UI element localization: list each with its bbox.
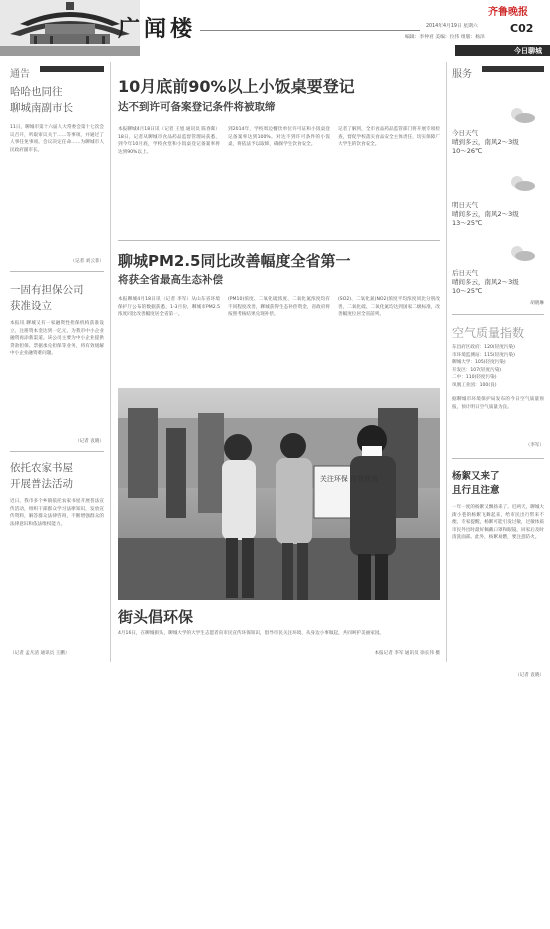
weather-dayafter-temp: 10～25℃ bbox=[452, 287, 483, 295]
story3-title-line2: 开展普法活动 bbox=[10, 478, 73, 490]
story1-title-line1: 哈哈也同往 bbox=[10, 86, 63, 98]
sun-cloud-icon bbox=[508, 244, 536, 262]
photo-caption-body: 4月16日，在聊城街头，聊城大学的大学生志愿者向市民宣传环保知识，倡导市民关注环境，从身边小事做起，共同呵护美丽家园。 bbox=[118, 631, 385, 636]
pm25-story bbox=[118, 250, 440, 380]
story3-title bbox=[10, 460, 104, 492]
sun-cloud-icon bbox=[508, 106, 536, 124]
photo-caption-title: 街头倡环保 bbox=[118, 608, 194, 626]
notice-header-bar bbox=[40, 66, 104, 72]
weather-credit: 胡晓琳 bbox=[530, 301, 544, 306]
notice-label: 通告 bbox=[10, 69, 30, 80]
aqi-line: 聊城大学：105(轻度污染) bbox=[452, 360, 506, 366]
pm25-body-col2: (PM10)浓度、二氧化硫浓度、二氧化氮浓度均有不同程度改善，聊城获得生态补偿资金，省政府将按照考核结果兑现补偿。 bbox=[228, 297, 330, 318]
lead-body-col3: 记者了解到，全市食品药品监管部门将开展专项检查，督促学校落实食品安全主体责任，切实保障广大学生的饮食安全。 bbox=[338, 127, 440, 148]
masthead bbox=[0, 0, 550, 56]
lead-subhead: 达不到许可备案登记条件将被取缔 bbox=[118, 101, 276, 113]
weather-dayafter-day: 后日天气 bbox=[452, 269, 478, 277]
pm25-subhead: 将获全省最高生态补偿 bbox=[118, 274, 223, 286]
aqi-line: 二中：110(轻度污染) bbox=[452, 375, 497, 381]
edition-number: C02 bbox=[510, 22, 534, 35]
divider bbox=[10, 451, 104, 452]
left-column bbox=[10, 62, 104, 902]
pm25-body-col1: 本报聊城4月18日讯（记者 李军）从山东省环境保护厅公布的数据获悉，1-3月份，聊城市PM2.5浓度同比改善幅度居全省第一。 bbox=[118, 297, 220, 318]
column-separator bbox=[110, 62, 111, 662]
aqi-title: 空气质量指数 bbox=[452, 326, 525, 340]
lead-story bbox=[118, 74, 440, 234]
story1-body: 11日，聊城市第十六届人大常委会第十七次会议召开，听取审议关于……等事项，并通过了人事任免事项。会议决定任命……为聊城市人民政府副市长。 bbox=[10, 125, 104, 153]
story2-body: 本报讯 聊城又有一家融资性担保机构获准设立，注册资本金达到一亿元，为我市中小企业融资再添新渠道。该公司主要为中小企业提供贷款担保、票据承兑担保等业务，将有效缓解中小企业融资难问题。 bbox=[10, 321, 104, 357]
weather-dayafter-desc: 晴间多云，南风2～3级 bbox=[452, 278, 519, 286]
edition-bar bbox=[455, 45, 550, 56]
column-title bbox=[452, 470, 544, 498]
lead-body-col1: 本报聊城4月18日讯（记者 王旭 通讯员 陈春晖）18日，记者从聊城市食品药品监督管理局获悉，到今年10月底，学校食堂和小饭桌登记备案率将达到90%以上。 bbox=[118, 127, 220, 155]
lead-body-col2: 到2014年，学校周边餐饮单位许可证和小饭桌登记备案率达到100%。对达不到许可条件的小饭桌，将依法予以取缔，确保学生饮食安全。 bbox=[228, 127, 330, 148]
right-column bbox=[452, 62, 544, 702]
weather-today-day: 今日天气 bbox=[452, 129, 478, 137]
sun-cloud-icon bbox=[508, 174, 536, 192]
aqi-line: 开发区：107(轻度污染) bbox=[452, 367, 502, 373]
column-byline: （记者 袁晓） bbox=[514, 673, 544, 678]
masthead-rule bbox=[200, 30, 420, 31]
divider bbox=[452, 458, 544, 459]
story1-title bbox=[10, 84, 104, 116]
story1-byline: （记者 刘云菲） bbox=[70, 259, 104, 264]
story2-byline: （记者 袁晓） bbox=[74, 439, 104, 444]
divider bbox=[452, 314, 544, 315]
aqi-credit: （李军） bbox=[525, 443, 544, 448]
lead-headline: 10月底前90%以上小饭桌要登记 bbox=[118, 77, 355, 96]
story2-title-line2: 获准设立 bbox=[10, 300, 52, 312]
column-separator bbox=[446, 62, 447, 662]
section-title: 广闻楼 bbox=[118, 16, 197, 42]
story3-title-line1: 依托农家书屋 bbox=[10, 462, 73, 474]
column-title-line2: 且行且注意 bbox=[452, 485, 500, 496]
aqi-list bbox=[452, 344, 544, 390]
divider bbox=[118, 240, 440, 241]
weather-today-temp: 10～26℃ bbox=[452, 147, 483, 155]
service-header bbox=[452, 62, 544, 80]
story3-byline: （记者 孟凡清 通讯员 王鹏） bbox=[10, 651, 70, 656]
story2-title bbox=[10, 282, 104, 314]
pm25-headline: 聊城PM2.5同比改善幅度全省第一 bbox=[118, 252, 351, 270]
editors-line: 编辑：李仲君 美编：位伟 组版：杨泽 bbox=[405, 35, 485, 40]
date-line: 2014年4月19日 星期六 bbox=[426, 24, 478, 29]
street-photo bbox=[118, 388, 440, 600]
pm25-body-col3: (SO2)、二氧化氮(NO2)浓度平均浓度同比分别改善，二氧化硫、二氧化氮均达到国家二级标准，改善幅度位居全省前列。 bbox=[338, 297, 440, 318]
photo-caption-credit: 本报记者 李军 通讯员 徐长伟 摄 bbox=[374, 651, 440, 656]
weather-tomorrow-day: 明日天气 bbox=[452, 201, 478, 209]
sign-text: 关注环保 你我健康 bbox=[319, 475, 379, 483]
column-title-line1: 杨絮又来了 bbox=[452, 471, 500, 482]
aqi-line: 市环境监测站：115(轻度污染) bbox=[452, 352, 515, 358]
edition-label: 今日聊城 bbox=[514, 47, 542, 55]
divider bbox=[10, 271, 104, 272]
weather-today-desc: 晴到多云，南风2～3级 bbox=[452, 138, 519, 146]
news-photo bbox=[118, 388, 440, 600]
story2-title-line1: 一固有担保公司 bbox=[10, 284, 84, 296]
story1-title-line2: 聊城南副市长 bbox=[10, 102, 73, 114]
notice-header bbox=[10, 62, 104, 80]
weather-tomorrow-temp: 13～25℃ bbox=[452, 219, 483, 227]
weather-tomorrow-desc: 晴间多云，南风2～3级 bbox=[452, 210, 519, 218]
service-header-bar bbox=[482, 66, 544, 72]
column-body: 一年一度的杨絮又飘扬来了。近两天，聊城大街小巷的杨絮飞舞起来，给市民出行带来不便。专家提醒，杨絮可能引发过敏，过敏体质市民外出时最好佩戴口罩和眼镜，回家后及时清洗面部。此外，杨絮易燃，要注意防火。 bbox=[452, 505, 544, 541]
aqi-line: 东昌府区政府：120(轻度污染) bbox=[452, 345, 515, 350]
aqi-line: 凤凰工业园：100(良) bbox=[452, 382, 497, 388]
aqi-note: 据聊城市环境保护局发布的今日空气质量预报，预计明日空气质量为良。 bbox=[452, 397, 544, 410]
service-label: 服务 bbox=[452, 69, 472, 80]
paper-logo: 齐鲁晚报 bbox=[488, 7, 528, 18]
story3-body: 近日，我市多个乡镇依托农家书屋开展普法宣传活动，组织干部群众学习法律知识，发放宣传资料，解答群众法律咨询，不断增强群众的法律意识和依法维权能力。 bbox=[10, 499, 104, 527]
